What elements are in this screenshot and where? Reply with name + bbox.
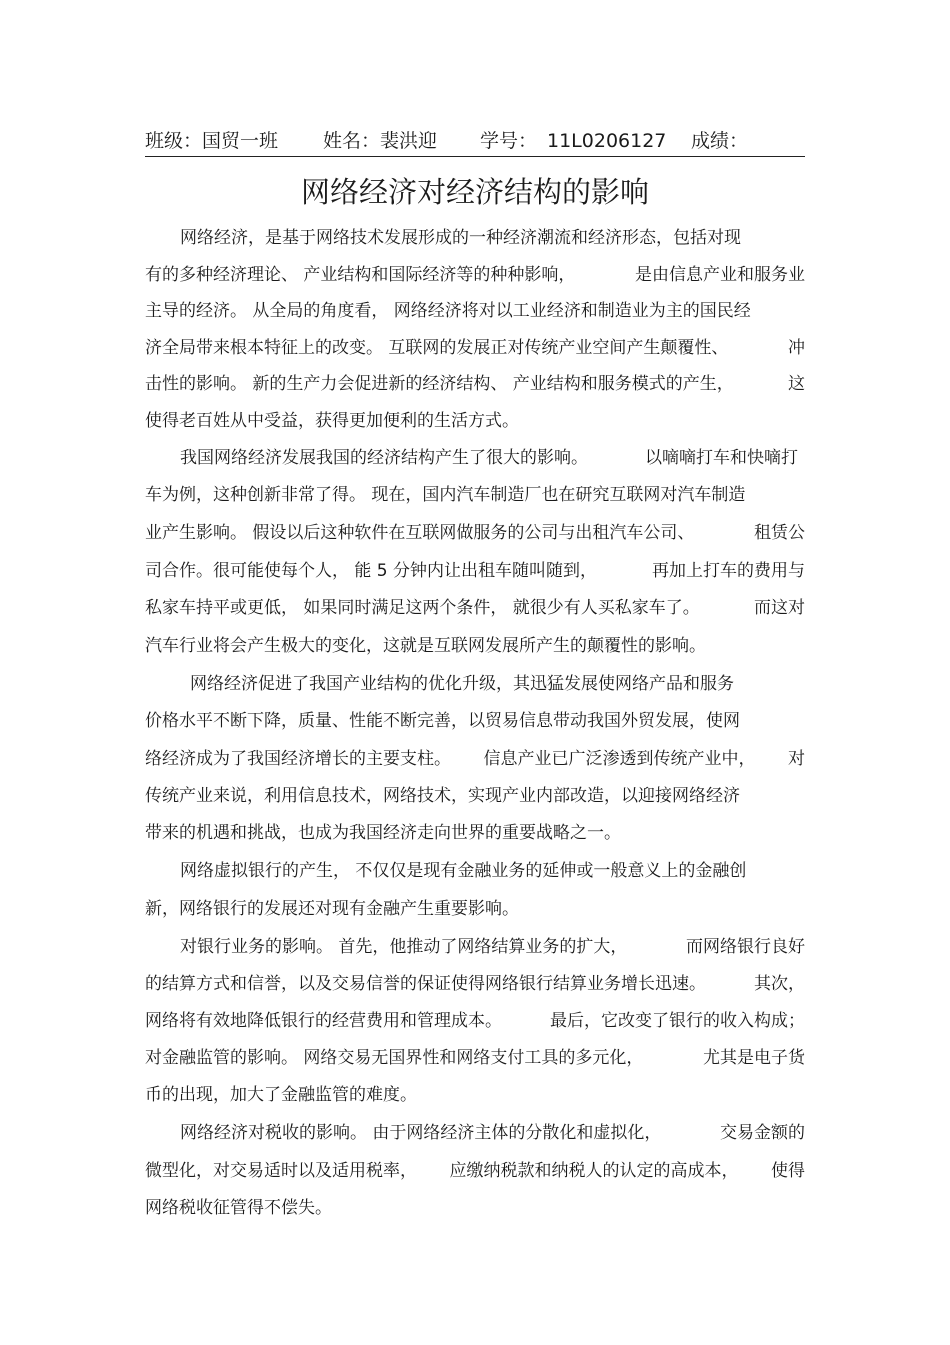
text-line: 络经济成为了我国经济增长的主要支柱。 信息产业已广泛渗透到传统产业中， 对	[145, 749, 805, 769]
text-line: 业产生影响。 假设以后这种软件在互联网做服务的公司与出租汽车公司、 租赁公	[145, 523, 805, 543]
name-label: 姓名：裴洪迎	[323, 130, 438, 152]
text-line: 网络经济对税收的影响。 由于网络经济主体的分散化和虚拟化， 交易金额的	[180, 1123, 805, 1143]
grade-label: 成绩：	[691, 130, 749, 152]
text-line: 传统产业来说，利用信息技术，网络技术，实现产业内部改造，以迎接网络经济	[145, 786, 740, 806]
student-info-header	[145, 126, 805, 157]
text-line: 新，网络银行的发展还对现有金融产生重要影响。	[145, 899, 519, 919]
text-line: 主导的经济。 从全局的角度看， 网络经济将对以工业经济和制造业为主的国民经	[145, 301, 751, 321]
text-line: 私家车持平或更低， 如果同时满足这两个条件， 就很少有人买私家车了。 而这对	[145, 598, 805, 618]
text-line: 网络经济促进了我国产业结构的优化升级，其迅猛发展使网络产品和服务	[190, 674, 734, 694]
text-line: 网络经济，是基于网络技术发展形成的一种经济潮流和经济形态，包括对现	[180, 228, 741, 248]
text-line: 有的多种经济理论、 产业结构和国际经济等的种种影响， 是由信息产业和服务业	[145, 265, 805, 285]
text-line: 的结算方式和信誉，以及交易信誉的保证使得网络银行结算业务增长迅速。 其次，	[145, 974, 805, 994]
text-line: 价格水平不断下降，质量、性能不断完善，以贸易信息带动我国外贸发展，使网	[145, 711, 740, 731]
text-line: 车为例，这种创新非常了得。 现在，国内汽车制造厂也在研究互联网对汽车制造	[145, 485, 746, 505]
text-line: 带来的机遇和挑战，也成为我国经济走向世界的重要战略之一。	[145, 823, 621, 843]
document-title: 网络经济对经济结构的影响	[300, 175, 649, 209]
student-id-label: 学号：	[480, 130, 538, 152]
text-line: 对金融监管的影响。 网络交易无国界性和网络支付工具的多元化， 尤其是电子货	[145, 1048, 805, 1068]
text-line: 币的出现，加大了金融监管的难度。	[145, 1085, 417, 1105]
text-line: 网络虚拟银行的产生， 不仅仅是现有金融业务的延伸或一般意义上的金融创	[180, 861, 747, 881]
text-line: 我国网络经济发展我国的经济结构产生了很大的影响。 以嘀嘀打车和快嘀打	[180, 448, 798, 468]
text-line: 对银行业务的影响。 首先，他推动了网络结算业务的扩大， 而网络银行良好	[180, 937, 805, 957]
text-line: 使得老百姓从中受益，获得更加便利的生活方式。	[145, 411, 519, 431]
text-line: 微型化，对交易适时以及适用税率， 应缴纳税款和纳税人的认定的高成本， 使得	[145, 1161, 805, 1181]
text-line: 济全局带来根本特征上的改变。 互联网的发展正对传统产业空间产生颠覆性、 冲	[145, 338, 805, 358]
text-line: 司合作。很可能使每个人， 能 5 分钟内让出租车随叫随到， 再加上打车的费用与	[145, 561, 805, 581]
student-id-value: 11L0206127	[547, 130, 667, 152]
text-line: 击性的影响。 新的生产力会促进新的经济结构、 产业结构和服务模式的产生， 这	[145, 374, 805, 394]
text-line: 网络将有效地降低银行的经营费用和管理成本。 最后，它改变了银行的收入构成；	[145, 1011, 805, 1031]
class-label: 班级：国贸一班	[145, 130, 279, 152]
text-line: 汽车行业将会产生极大的变化，这就是互联网发展所产生的颠覆性的影响。	[145, 636, 706, 656]
text-line: 网络税收征管得不偿失。	[145, 1198, 332, 1218]
